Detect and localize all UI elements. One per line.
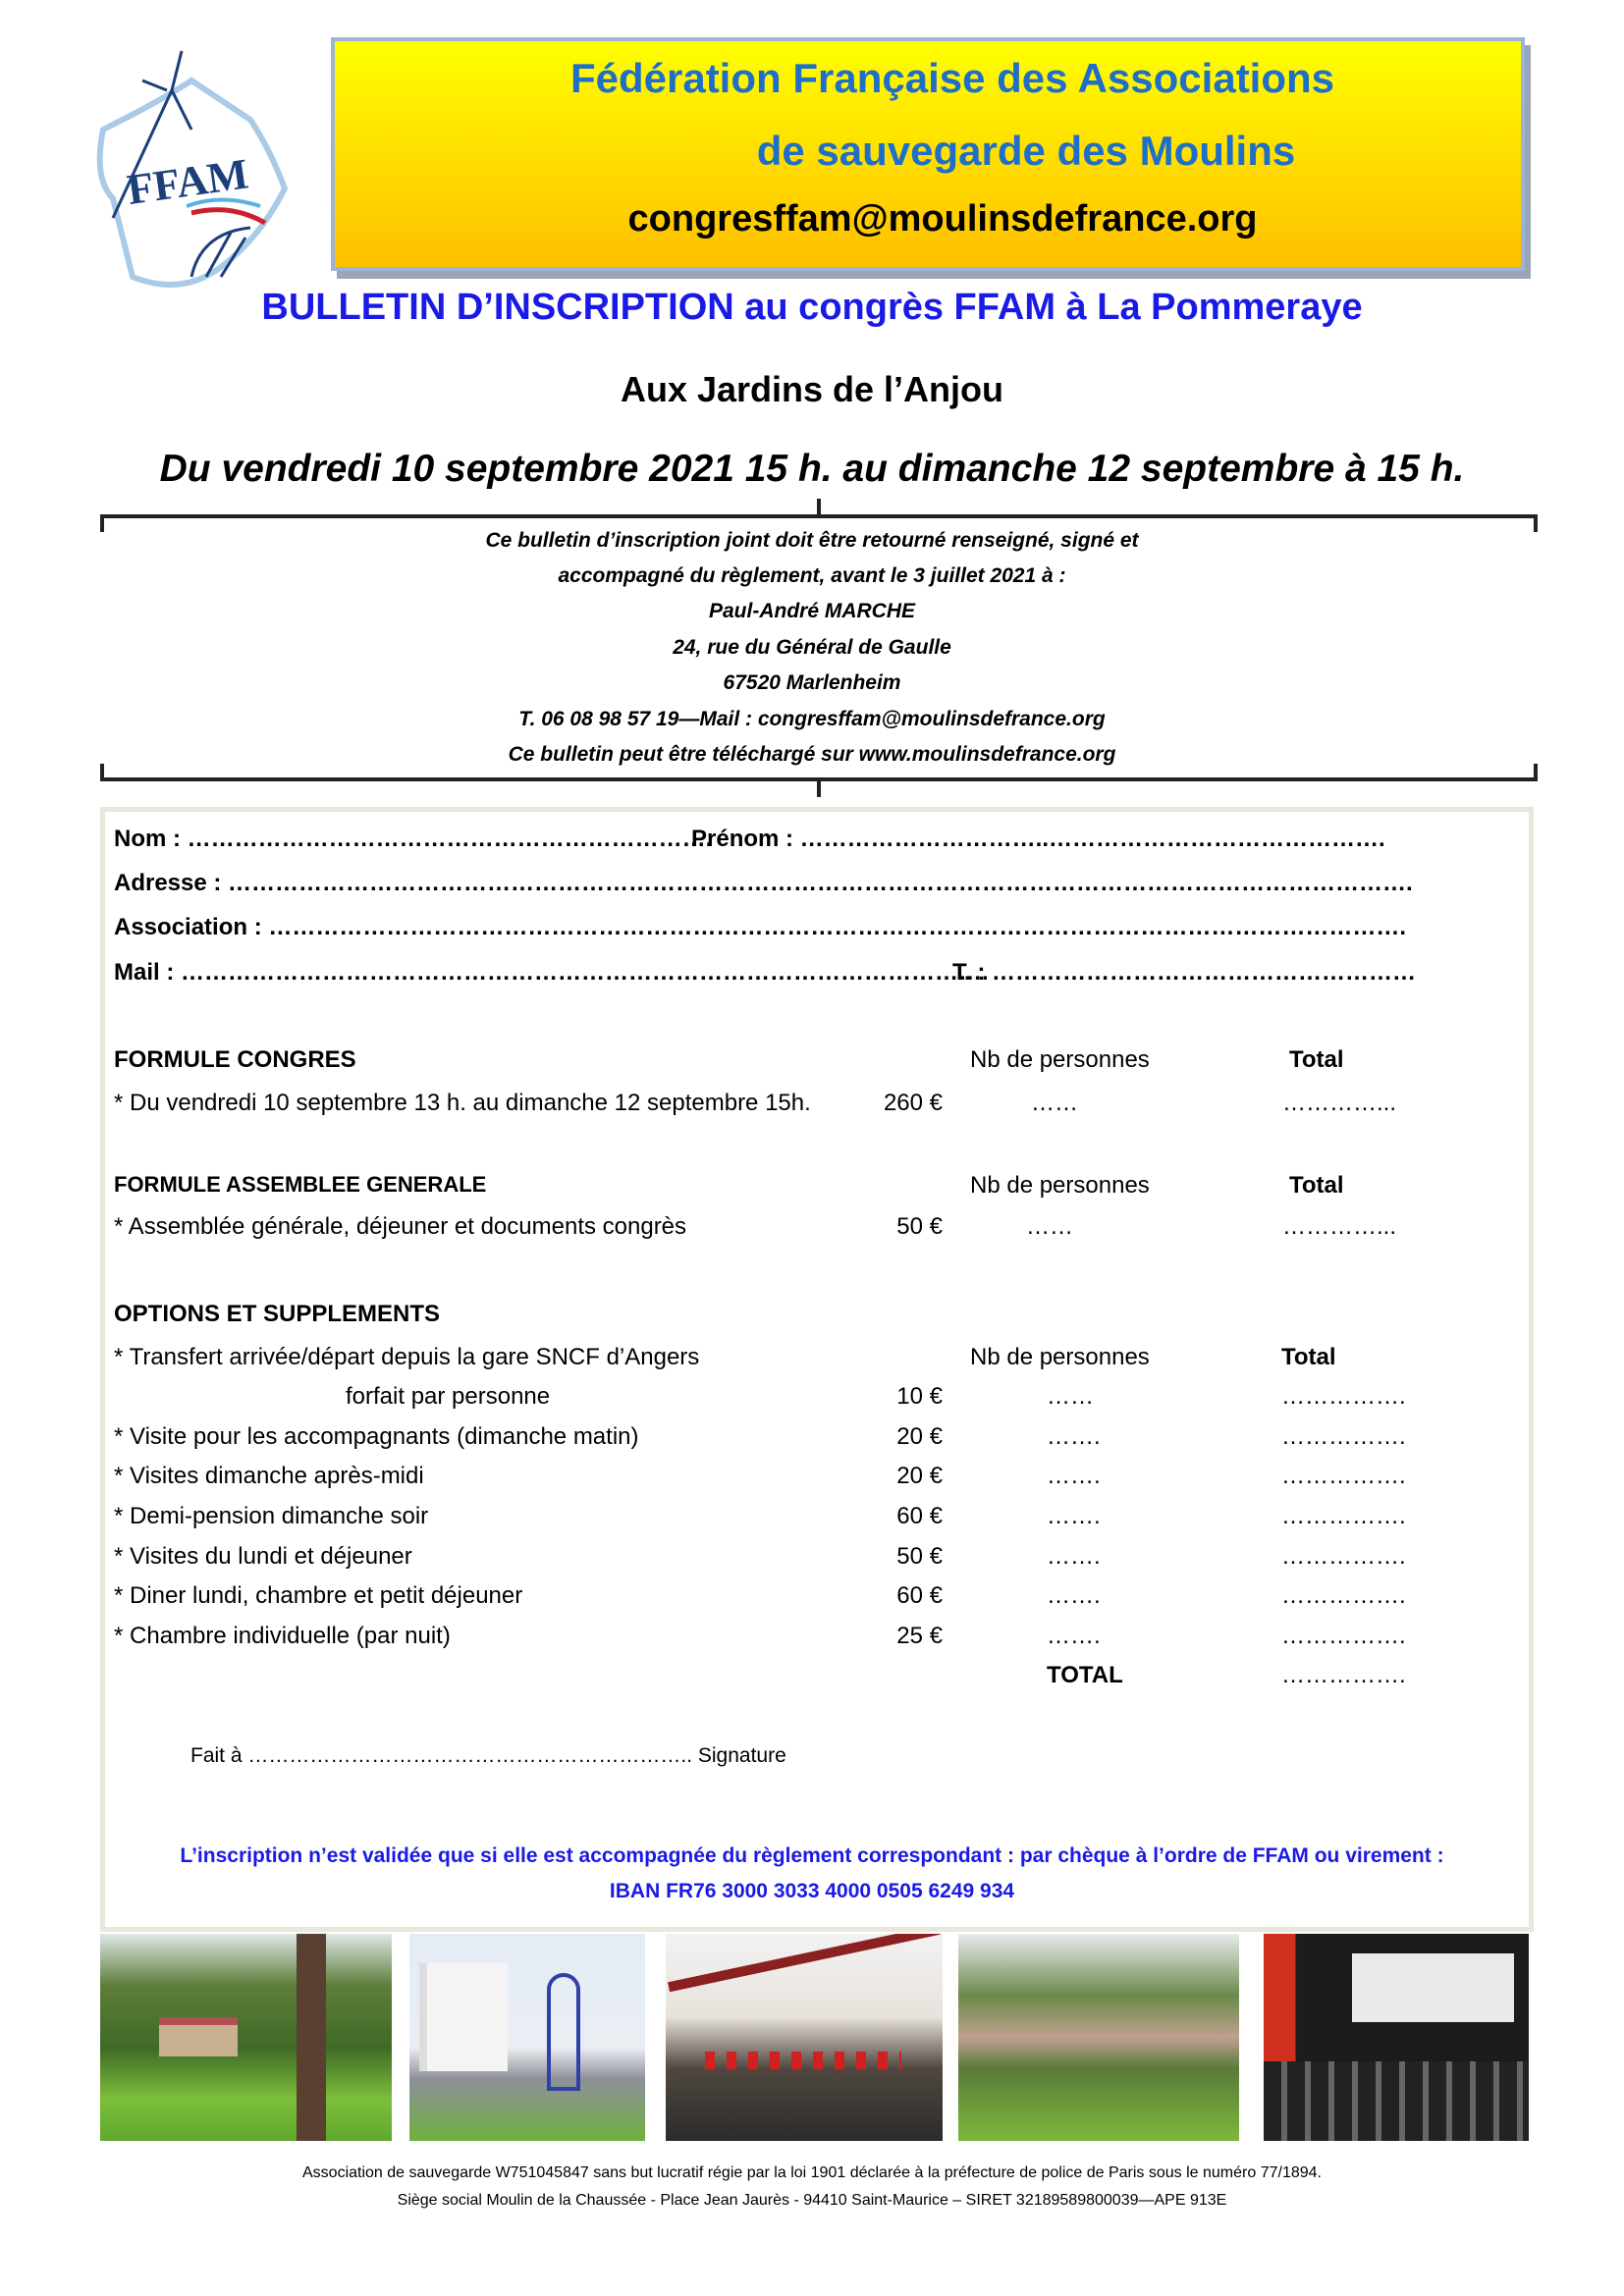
org-name-line1: Fédération Française des Associations — [569, 55, 1335, 101]
formule-congres-heading: FORMULE CONGRES — [114, 1046, 356, 1073]
option-label: * Visite pour les accompagnants (dimanche matin) — [114, 1423, 639, 1450]
mail-field[interactable]: Mail : …………………………………………………………………………………………. — [114, 959, 989, 986]
association-field[interactable]: Association : ………………………………………………………………………………………………………………………………. — [114, 914, 1407, 940]
photo-restaurant — [666, 1934, 943, 2141]
option-nb-input[interactable]: …… — [1047, 1383, 1094, 1410]
info-contact-name: Paul-André MARCHE — [708, 600, 915, 622]
page-title: BULLETIN D’INSCRIPTION au congrès FFAM à La Pommeraye — [261, 287, 1363, 328]
footer-legal: Association de sauvegarde W751045847 sans but lucratif régie par la loi 1901 déclarée à la préfecture de police de Paris sous le numéro 77/1894. — [302, 2164, 1322, 2181]
ag-total-input[interactable]: …………... — [1282, 1213, 1397, 1240]
total-label: Total — [1281, 1344, 1336, 1370]
windmill-map-icon — [74, 41, 304, 289]
option-label: * Chambre individuelle (par nuit) — [114, 1623, 451, 1649]
congres-item: * Du vendredi 10 septembre 13 h. au dimanche 12 septembre 15h. — [114, 1090, 811, 1116]
option-label: * Visites dimanche après-midi — [114, 1463, 424, 1489]
photo-building — [409, 1934, 645, 2141]
ag-nb-input[interactable]: …… — [1026, 1213, 1073, 1240]
footer-address: Siège social Moulin de la Chaussée - Place Jean Jaurès - 94410 Saint-Maurice – SIRET 32189589800039—APE 913E — [397, 2192, 1227, 2209]
org-name-line2: de sauvegarde des Moulins — [756, 128, 1296, 174]
prenom-field[interactable]: Prénom : …………………………..……………………………………. — [691, 826, 1385, 852]
option-label: * Demi-pension dimanche soir — [114, 1503, 429, 1529]
total-label: Total — [1289, 1172, 1344, 1199]
option-label: forfait par personne — [346, 1383, 551, 1410]
option-total-input[interactable]: ……………. — [1281, 1503, 1406, 1529]
svg-text:FFAM: FFAM — [124, 149, 251, 215]
option-total-input[interactable]: ……………. — [1281, 1582, 1406, 1609]
bracket-tick — [817, 499, 821, 516]
option-nb-input[interactable]: ……. — [1047, 1423, 1101, 1450]
option-price: 60 € — [896, 1503, 943, 1529]
option-nb-input[interactable]: ……. — [1047, 1623, 1101, 1649]
bracket-tick — [817, 779, 821, 797]
photo-conference-room — [1264, 1934, 1529, 2141]
option-total-input[interactable]: ……………. — [1281, 1463, 1406, 1489]
photo-lake-lodges — [958, 1934, 1239, 2141]
option-total-input[interactable]: ……………. — [1281, 1383, 1406, 1410]
total-label: Total — [1289, 1046, 1344, 1073]
info-address: 24, rue du Général de Gaulle — [673, 636, 951, 659]
option-total-input[interactable]: ……………. — [1281, 1423, 1406, 1450]
ag-item: * Assemblée générale, déjeuner et documents congrès — [114, 1213, 687, 1240]
nb-personnes-label: Nb de personnes — [970, 1344, 1150, 1370]
option-price: 25 € — [896, 1623, 943, 1649]
option-price: 20 € — [896, 1423, 943, 1450]
option-nb-input[interactable]: ……. — [1047, 1463, 1101, 1489]
adresse-field[interactable]: Adresse : ……………………………………………………………………………………………………………………………………. — [114, 870, 1413, 896]
grand-total-label: TOTAL — [1047, 1662, 1123, 1688]
nb-personnes-label: Nb de personnes — [970, 1046, 1150, 1073]
option-total-input[interactable]: ……………. — [1281, 1623, 1406, 1649]
signature-line[interactable]: Fait à ……………………………………………………….. Signature — [190, 1744, 786, 1767]
ag-price: 50 € — [896, 1213, 943, 1240]
ffam-logo — [74, 41, 304, 289]
grand-total-input[interactable]: ……………. — [1281, 1662, 1406, 1688]
payment-notice: L’inscription n’est validée que si elle est accompagnée du règlement correspondant : par chèque à l’ordre de FFAM ou virement : — [180, 1844, 1444, 1867]
nb-personnes-label: Nb de personnes — [970, 1172, 1150, 1199]
iban: IBAN FR76 3000 3033 4000 0505 6249 934 — [609, 1880, 1015, 1902]
option-total-input[interactable]: ……………. — [1281, 1543, 1406, 1570]
option-nb-input[interactable]: ……. — [1047, 1582, 1101, 1609]
option-price: 50 € — [896, 1543, 943, 1570]
option-nb-input[interactable]: ……. — [1047, 1503, 1101, 1529]
photo-garden — [100, 1934, 392, 2141]
congres-nb-input[interactable]: …… — [1031, 1090, 1078, 1116]
option-price: 10 € — [896, 1383, 943, 1410]
info-city: 67520 Marlenheim — [723, 671, 901, 694]
option-label: * Diner lundi, chambre et petit déjeuner — [114, 1582, 523, 1609]
nom-field[interactable]: Nom : …………………………………………………………. — [114, 826, 713, 852]
option-label: * Visites du lundi et déjeuner — [114, 1543, 412, 1570]
header-banner — [331, 37, 1525, 271]
event-dates: Du vendredi 10 septembre 2021 15 h. au dimanche 12 septembre à 15 h. — [159, 448, 1465, 490]
info-line: accompagné du règlement, avant le 3 juillet 2021 à : — [558, 564, 1066, 587]
formule-ag-heading: FORMULE ASSEMBLEE GENERALE — [114, 1172, 487, 1197]
info-download: Ce bulletin peut être téléchargé sur www.moulinsdefrance.org — [508, 743, 1116, 766]
header-email[interactable]: congresffam@moulinsdefrance.org — [627, 198, 1258, 240]
tel-field[interactable]: T. : ……………………………………………… — [952, 959, 1416, 986]
info-line: Ce bulletin d’inscription joint doit être retourné renseigné, signé et — [485, 529, 1139, 552]
option-price: 20 € — [896, 1463, 943, 1489]
option-nb-input[interactable]: ……. — [1047, 1543, 1101, 1570]
congres-price: 260 € — [883, 1090, 943, 1116]
option-price: 60 € — [896, 1582, 943, 1609]
venue: Aux Jardins de l’Anjou — [620, 369, 1004, 409]
info-phone-mail: T. 06 08 98 57 19—Mail : congresffam@moulinsdefrance.org — [518, 708, 1106, 730]
option-transfer-label: * Transfert arrivée/départ depuis la gare SNCF d’Angers — [114, 1344, 700, 1370]
congres-total-input[interactable]: …………... — [1282, 1090, 1397, 1116]
options-heading: OPTIONS ET SUPPLEMENTS — [114, 1301, 441, 1327]
